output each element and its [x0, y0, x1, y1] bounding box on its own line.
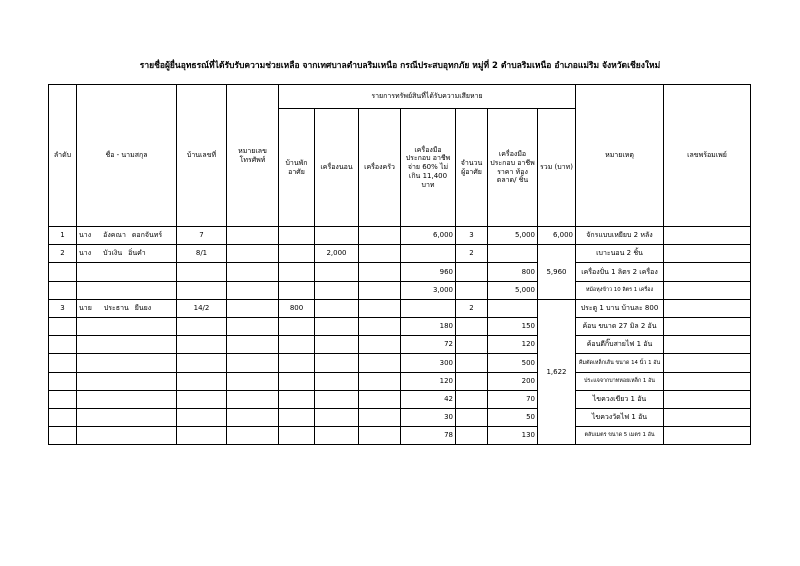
- cell-tools-60: 6,000: [401, 227, 456, 245]
- cell-remark: ค้อนตีกิ๊บสายไฟ 1 อัน: [576, 336, 664, 354]
- cell-house: [279, 245, 315, 263]
- cell-house: [279, 263, 315, 281]
- cell-house: [279, 281, 315, 299]
- cell-total-merged: 5,960: [538, 245, 576, 300]
- table-row: [49, 336, 751, 354]
- table-row: [49, 299, 751, 317]
- cell-qty: [456, 336, 488, 354]
- cell-tools-price: [488, 299, 538, 317]
- cell-account: [664, 372, 751, 390]
- cell-phone: [227, 263, 279, 281]
- table-body: [49, 227, 751, 445]
- cell-tools-price: 70: [488, 390, 538, 408]
- cell-account: [664, 336, 751, 354]
- cell-no: [49, 427, 77, 445]
- cell-no: [49, 354, 77, 372]
- cell-qty: [456, 263, 488, 281]
- cell-bedding: [315, 299, 359, 317]
- cell-no: [49, 408, 77, 426]
- table-row: [49, 372, 751, 390]
- cell-tools-60: [401, 245, 456, 263]
- cell-phone: [227, 245, 279, 263]
- header-no: ลำดับ: [49, 85, 77, 227]
- cell-house: [279, 336, 315, 354]
- table-row: [49, 227, 751, 245]
- cell-tools-price: 150: [488, 317, 538, 335]
- cell-kitchen: [359, 336, 401, 354]
- cell-kitchen: [359, 354, 401, 372]
- cell-house: [279, 390, 315, 408]
- cell-bedding: [315, 372, 359, 390]
- cell-account: [664, 263, 751, 281]
- cell-tools-price: 120: [488, 336, 538, 354]
- cell-name: [77, 336, 177, 354]
- first-name: บัวเงิน: [103, 249, 123, 258]
- last-name: อิ่นคำ: [128, 249, 146, 258]
- cell-phone: [227, 299, 279, 317]
- cell-tools-60: 300: [401, 354, 456, 372]
- cell-no: [49, 336, 77, 354]
- cell-phone: [227, 354, 279, 372]
- cell-name: [77, 390, 177, 408]
- cell-no: [49, 372, 77, 390]
- cell-house-no: [177, 317, 227, 335]
- cell-tools-60: 72: [401, 336, 456, 354]
- cell-house-no: 7: [177, 227, 227, 245]
- cell-kitchen: [359, 263, 401, 281]
- cell-phone: [227, 227, 279, 245]
- cell-remark: คีมตัดเหล็กเส้น ขนาด 14 นิ้ว 1 อัน: [576, 354, 664, 372]
- header-total: รวม (บาท): [538, 109, 576, 227]
- table-row: [49, 390, 751, 408]
- cell-tools-price: 5,000: [488, 281, 538, 299]
- cell-tools-60: 120: [401, 372, 456, 390]
- cell-house: [279, 354, 315, 372]
- table-row: [49, 408, 751, 426]
- cell-account: [664, 227, 751, 245]
- header-remark: หมายเหตุ: [576, 85, 664, 227]
- cell-house-no: [177, 281, 227, 299]
- cell-bedding: [315, 390, 359, 408]
- cell-house-no: [177, 408, 227, 426]
- cell-remark: จักรแบบเหยียบ 2 หลัง: [576, 227, 664, 245]
- cell-tools-60: 42: [401, 390, 456, 408]
- name-prefix: นาย: [79, 303, 92, 312]
- last-name: ดอกจันทร์: [131, 231, 163, 240]
- cell-no: 1: [49, 227, 77, 245]
- page-title: รายชื่อผู้ยื่นอุทธรณ์ที่ได้รับรับความช่วยเหลือ จากเทศบาลตำบลริมเหนือ กรณีประสบอุทกภัย หมู่ที่ 2 ตำบลริมเหนือ อำเภอแม่ริม จังหวัดเชียงใหม่: [139, 61, 661, 71]
- cell-house-no: 8/1: [177, 245, 227, 263]
- cell-remark: ค้อน ขนาด 27 มิล 2 อัน: [576, 317, 664, 335]
- cell-no: [49, 281, 77, 299]
- cell-house: [279, 372, 315, 390]
- cell-account: [664, 390, 751, 408]
- cell-phone: [227, 372, 279, 390]
- cell-bedding: 2,000: [315, 245, 359, 263]
- cell-no: 2: [49, 245, 77, 263]
- cell-kitchen: [359, 408, 401, 426]
- cell-house-no: [177, 336, 227, 354]
- cell-name: [77, 281, 177, 299]
- cell-tools-price: 5,000: [488, 227, 538, 245]
- cell-house: [279, 408, 315, 426]
- name-prefix: นาง: [79, 249, 92, 258]
- cell-bedding: [315, 354, 359, 372]
- cell-name: [77, 299, 177, 317]
- cell-remark: ประตู 1 บาน บ้านละ 800: [576, 299, 664, 317]
- header-house-no: บ้านเลขที่: [177, 85, 227, 227]
- cell-no: [49, 390, 77, 408]
- cell-qty: [456, 427, 488, 445]
- cell-bedding: [315, 408, 359, 426]
- header-name: ชื่อ - นามสกุล: [77, 85, 177, 227]
- cell-house-no: 14/2: [177, 299, 227, 317]
- header-tools-price: เครื่องมือ ประกอบ อาชีพ ราคา ท้องตลาด/ ชิ้น: [488, 109, 538, 227]
- cell-tools-price: 200: [488, 372, 538, 390]
- cell-account: [664, 317, 751, 335]
- cell-name: [77, 372, 177, 390]
- cell-name: [77, 263, 177, 281]
- cell-kitchen: [359, 372, 401, 390]
- cell-house: [279, 227, 315, 245]
- header-phone: หมายเลข โทรศัพท์: [227, 85, 279, 227]
- cell-qty: 3: [456, 227, 488, 245]
- cell-remark: ไขควงวัดไฟ 1 อัน: [576, 408, 664, 426]
- cell-phone: [227, 408, 279, 426]
- cell-name: [77, 354, 177, 372]
- last-name: ยืนยง: [134, 303, 152, 312]
- cell-remark: ตลับเมตร ขนาด 5 เมตร 1 อัน: [576, 427, 664, 445]
- cell-tools-60: 30: [401, 408, 456, 426]
- cell-bedding: [315, 227, 359, 245]
- cell-qty: [456, 390, 488, 408]
- cell-tools-price: 50: [488, 408, 538, 426]
- cell-kitchen: [359, 390, 401, 408]
- cell-remark: เครื่องปั่น 1 ลิตร 2 เครื่อง: [576, 263, 664, 281]
- cell-remark: เบาะนอน 2 ชิ้น: [576, 245, 664, 263]
- table-row: [49, 427, 751, 445]
- cell-kitchen: [359, 317, 401, 335]
- cell-phone: [227, 317, 279, 335]
- table-row: [49, 317, 751, 335]
- cell-account: [664, 427, 751, 445]
- cell-name: [77, 427, 177, 445]
- cell-kitchen: [359, 299, 401, 317]
- header-account: เลขพร้อมเพย์: [664, 85, 751, 227]
- table-row: [49, 263, 751, 281]
- header-bedding: เครื่องนอน: [315, 109, 359, 227]
- cell-bedding: [315, 427, 359, 445]
- cell-house-no: [177, 372, 227, 390]
- cell-qty: [456, 372, 488, 390]
- header-damaged-group: รายการทรัพย์สินที่ได้รับความเสียหาย: [279, 85, 576, 109]
- cell-kitchen: [359, 427, 401, 445]
- cell-qty: [456, 317, 488, 335]
- cell-no: [49, 317, 77, 335]
- first-name: อังคณา: [103, 231, 126, 240]
- cell-account: [664, 245, 751, 263]
- cell-no: [49, 263, 77, 281]
- cell-name: [77, 245, 177, 263]
- cell-qty: 2: [456, 299, 488, 317]
- header-kitchen: เครื่องครัว: [359, 109, 401, 227]
- cell-bedding: [315, 336, 359, 354]
- cell-account: [664, 299, 751, 317]
- cell-kitchen: [359, 227, 401, 245]
- cell-house-no: [177, 390, 227, 408]
- cell-qty: [456, 408, 488, 426]
- cell-house: 800: [279, 299, 315, 317]
- cell-qty: [456, 281, 488, 299]
- cell-bedding: [315, 281, 359, 299]
- cell-name: [77, 408, 177, 426]
- cell-bedding: [315, 263, 359, 281]
- cell-name: [77, 317, 177, 335]
- name-prefix: นาง: [79, 231, 92, 240]
- cell-phone: [227, 390, 279, 408]
- cell-no: 3: [49, 299, 77, 317]
- cell-account: [664, 408, 751, 426]
- cell-phone: [227, 336, 279, 354]
- cell-house: [279, 427, 315, 445]
- cell-phone: [227, 281, 279, 299]
- cell-house-no: [177, 263, 227, 281]
- cell-tools-60: 78: [401, 427, 456, 445]
- cell-kitchen: [359, 245, 401, 263]
- cell-account: [664, 354, 751, 372]
- cell-remark: หม้อหุงข้าว 10 ลิตร 1 เครื่อง: [576, 281, 664, 299]
- cell-tools-60: 180: [401, 317, 456, 335]
- aid-table: [48, 84, 751, 445]
- cell-tools-60: [401, 299, 456, 317]
- cell-remark: ประแจจากบาทหอยเหล็ก 1 อัน: [576, 372, 664, 390]
- cell-tools-60: 960: [401, 263, 456, 281]
- cell-name: [77, 227, 177, 245]
- cell-remark: ไขควงเขียว 1 อัน: [576, 390, 664, 408]
- cell-qty: [456, 354, 488, 372]
- cell-phone: [227, 427, 279, 445]
- cell-total: 6,000: [538, 227, 576, 245]
- cell-house-no: [177, 354, 227, 372]
- header-qty: จำนวน ผู้อาศัย: [456, 109, 488, 227]
- cell-kitchen: [359, 281, 401, 299]
- cell-qty: 2: [456, 245, 488, 263]
- cell-bedding: [315, 317, 359, 335]
- cell-account: [664, 281, 751, 299]
- table-row: [49, 245, 751, 263]
- cell-tools-price: 130: [488, 427, 538, 445]
- cell-tools-price: 800: [488, 263, 538, 281]
- cell-tools-price: 500: [488, 354, 538, 372]
- cell-total-merged: 1,622: [538, 299, 576, 445]
- header-tools-60: เครื่องมือ ประกอบ อาชีพ จ่าย 60% ไม่ เกิน 11,400 บาท: [401, 109, 456, 227]
- cell-house-no: [177, 427, 227, 445]
- first-name: ประธาน: [103, 303, 129, 312]
- table-row: [49, 354, 751, 372]
- table-row: [49, 281, 751, 299]
- cell-tools-price: [488, 245, 538, 263]
- header-house: บ้านพัก อาศัย: [279, 109, 315, 227]
- cell-tools-60: 3,000: [401, 281, 456, 299]
- cell-house: [279, 317, 315, 335]
